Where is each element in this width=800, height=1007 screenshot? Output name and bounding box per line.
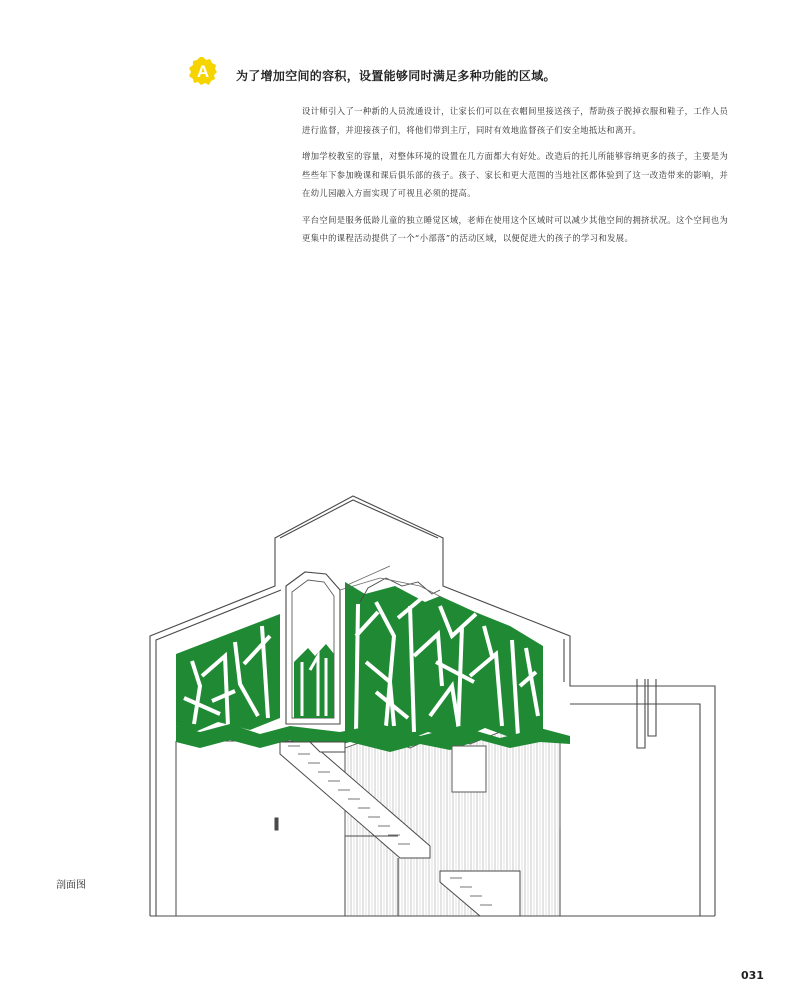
window <box>452 746 486 792</box>
canopy-main <box>345 578 543 744</box>
figure-caption: 剖面图 <box>56 880 86 891</box>
section-badge-icon <box>188 56 218 86</box>
page-number: 031 <box>741 969 764 982</box>
roof-flue <box>620 679 675 748</box>
section-heading: 为了增加空间的容积，设置能够同时满足多种功能的区域。 <box>236 69 556 83</box>
stair-tower <box>286 572 340 724</box>
paragraph-1: 设计师引入了一种新的人员流通设计，让家长们可以在衣帽间里接送孩子，帮助孩子脱掉衣服和鞋子，工作人员进行监督，并迎接孩子们，将他们带到主厅，同时有效地监督孩子们安全地抵达和离开。 <box>302 106 729 135</box>
badge-letter: A <box>196 62 210 81</box>
paragraph-3: 平台空间是服务低龄儿童的独立睡觉区域，老师在使用这个区域时可以减少其他空间的拥挤状况。这个空间也为更集中的课程活动提供了一个“小部落”的活动区域，以便促进大的孩子的学习和发展。 <box>302 214 729 243</box>
section-drawing <box>140 486 740 918</box>
canopy-left <box>176 614 280 732</box>
paragraph-2: 增加学校教室的容量，对整体环境的设置在几方面都大有好处。改造后的托儿所能够容纳更多的孩子，主要是为些些年下参加晚课和课后俱乐部的孩子。孩子、家长和更大范围的当地社区都体验到了这一改造带来的影响，并在幼儿园融入方面实现了可视且必须的提高。 <box>302 151 729 198</box>
body-text <box>302 102 734 256</box>
